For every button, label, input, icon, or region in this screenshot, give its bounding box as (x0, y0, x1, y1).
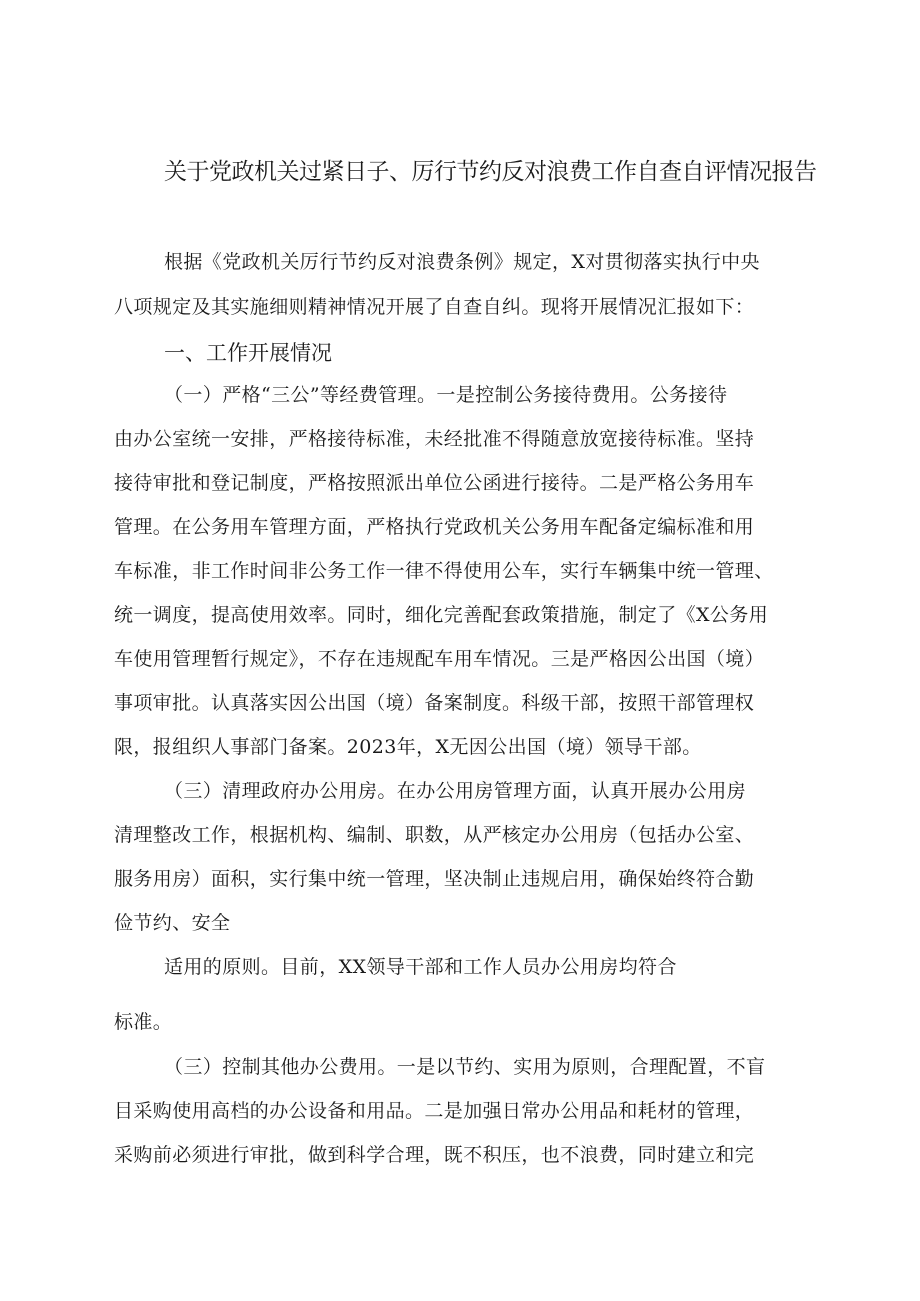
para2-line-2: 清理整改工作，根据机构、编制、职数，从严核定办公用房（包括办公室、 (114, 824, 755, 846)
para3-line-2: 目采购使用高档的办公设备和用品。二是加强日常办公用品和耗材的管理， (114, 1100, 755, 1122)
para2-line-4: 俭节约、安全 (114, 912, 231, 934)
para3-line-3: 采购前必须进行审批，做到科学合理，既不积压，也不浪费，同时建立和完 (114, 1144, 755, 1166)
para2-line-3: 服务用房）面积，实行集中统一管理，坚决制止违规启用，确保始终符合勤 (114, 868, 755, 890)
para2-line-1: （三）清理政府办公用房。在办公用房管理方面，认真开展办公用房 (164, 780, 747, 802)
para1-line-1: （一）严格“三公”等经费管理。一是控制公务接待费用。公务接待 (164, 384, 728, 406)
para2-end: 标准。 (114, 1011, 173, 1033)
para1-line-7: 车使用管理暂行规定》，不存在违规配车用车情况。三是严格因公出国（境） (114, 648, 765, 670)
para3-line-1: （三）控制其他办公费用。一是以节约、实用为原则，合理配置，不盲 (164, 1056, 766, 1078)
intro-line-1: 根据《党政机关厉行节约反对浪费条例》规定，X对贯彻落实执行中央 (164, 251, 760, 273)
para1-line-2: 由办公室统一安排，严格接待标准，未经批准不得随意放宽接待标准。坚持 (114, 428, 755, 450)
para1-line-4: 管理。在公务用车管理方面，严格执行党政机关公务用车配备定编标准和用 (114, 516, 755, 538)
para1-line-6: 统一调度，提高使用效率。同时，细化完善配套政策措施，制定了《X公务用 (114, 604, 769, 626)
section-heading: 一、工作开展情况 (164, 341, 332, 365)
para1-line-3: 接待审批和登记制度，严格按照派出单位公函进行接待。二是严格公务用车 (114, 472, 755, 494)
document-title: 关于党政机关过紧日子、厉行节约反对浪费工作自查自评情况报告 (164, 159, 817, 185)
para1-line-5: 车标准，非工作时间非公务工作一律不得使用公车，实行车辆集中统一管理、 (114, 560, 774, 582)
para2-continuation: 适用的原则。目前，XX领导干部和工作人员办公用房均符合 (164, 956, 677, 978)
para1-line-8: 事项审批。认真落实因公出国（境）备案制度。科级干部，按照干部管理权 (114, 692, 755, 714)
intro-line-2: 八项规定及其实施细则精神情况开展了自查自纠。现将开展情况汇报如下： (114, 296, 755, 318)
para1-line-9: 限，报组织人事部门备案。2023年，X无因公出国（境）领导干部。 (114, 736, 702, 758)
